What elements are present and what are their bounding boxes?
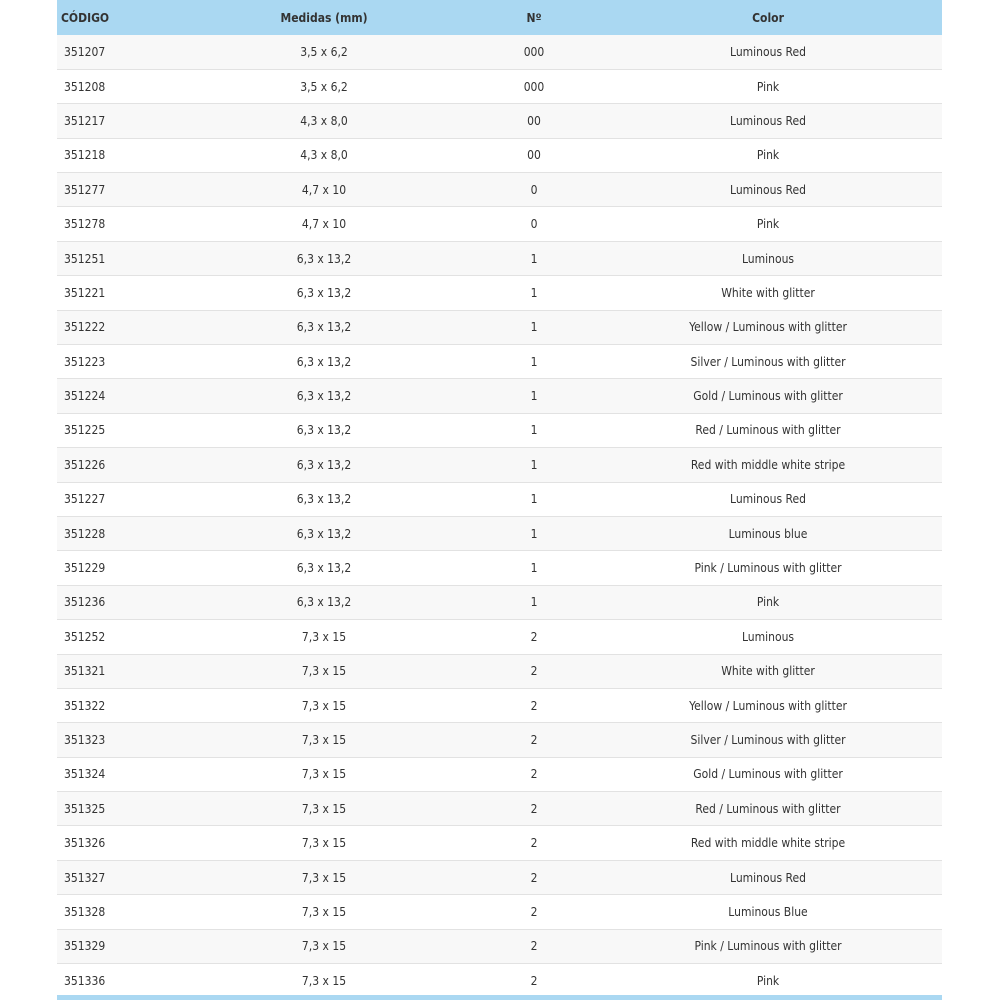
table-header xyxy=(57,0,942,35)
cell-color: Luminous Red xyxy=(730,492,806,507)
cell-medidas: 7,3 x 15 xyxy=(301,664,347,679)
cell-color: Silver / Luminous with glitter xyxy=(690,354,846,369)
cell-medidas: 7,3 x 15 xyxy=(301,698,347,713)
table-row xyxy=(57,173,942,207)
table-row xyxy=(57,654,942,688)
cell-medidas: 7,3 x 15 xyxy=(301,801,347,816)
cell-numero: 1 xyxy=(530,595,538,610)
table-body xyxy=(57,35,942,998)
cell-medidas: 4,7 x 10 xyxy=(301,182,347,197)
cell-codigo: 351227 xyxy=(64,492,106,507)
header-numero: Nº xyxy=(526,10,542,25)
table-row xyxy=(57,516,942,550)
cell-codigo: 351218 xyxy=(64,148,106,163)
table-row xyxy=(57,241,942,275)
cell-numero: 2 xyxy=(530,767,538,782)
table-row xyxy=(57,310,942,344)
cell-numero: 2 xyxy=(530,870,538,885)
header-row xyxy=(57,0,942,35)
cell-medidas: 4,3 x 8,0 xyxy=(300,148,348,163)
cell-codigo: 351224 xyxy=(64,389,106,404)
product-table-container xyxy=(57,0,942,1000)
cell-codigo: 351223 xyxy=(64,354,106,369)
cell-codigo: 351323 xyxy=(64,733,106,747)
cell-codigo: 351328 xyxy=(64,904,106,919)
cell-codigo: 351228 xyxy=(64,526,106,541)
cell-color: Red / Luminous with glitter xyxy=(695,423,841,438)
table-row xyxy=(57,276,942,310)
cell-codigo: 351226 xyxy=(64,457,106,472)
cell-codigo: 351321 xyxy=(64,664,106,679)
cell-color: White with glitter xyxy=(721,664,815,679)
cell-color: Luminous Red xyxy=(730,44,806,59)
table-row xyxy=(57,551,942,585)
cell-numero: 1 xyxy=(530,526,538,541)
cell-codigo: 351327 xyxy=(64,870,106,885)
table-row xyxy=(57,929,942,963)
header-medidas: Medidas (mm) xyxy=(280,10,368,25)
table-row xyxy=(57,69,942,103)
cell-medidas: 4,3 x 8,0 xyxy=(300,113,348,128)
cell-color: Luminous blue xyxy=(728,526,808,541)
table-row xyxy=(57,413,942,447)
cell-color: Red / Luminous with glitter xyxy=(695,801,841,816)
cell-color: Yellow / Luminous with glitter xyxy=(689,320,847,335)
cell-medidas: 7,3 x 15 xyxy=(301,836,347,851)
cell-color: Pink xyxy=(756,973,780,988)
cell-codigo: 351207 xyxy=(64,44,106,59)
table-row xyxy=(57,345,942,379)
cell-codigo: 351278 xyxy=(64,217,106,232)
table-row xyxy=(57,620,942,654)
cell-numero: 1 xyxy=(530,561,538,576)
cell-codigo: 351324 xyxy=(64,767,106,782)
cell-codigo: 351217 xyxy=(64,113,106,128)
cell-numero: 1 xyxy=(530,423,538,438)
cell-medidas: 3,5 x 6,2 xyxy=(300,44,348,59)
cell-color: Gold / Luminous with glitter xyxy=(693,767,843,782)
cell-color: Pink xyxy=(756,79,780,94)
cell-codigo: 351236 xyxy=(64,595,106,610)
cell-medidas: 6,3 x 13,2 xyxy=(296,561,352,576)
cell-numero: 00 xyxy=(527,113,541,128)
cell-medidas: 6,3 x 13,2 xyxy=(296,354,352,369)
cell-medidas: 7,3 x 15 xyxy=(301,870,347,885)
cell-medidas: 4,7 x 10 xyxy=(301,217,347,232)
table-footer-bar xyxy=(57,995,942,1000)
cell-codigo: 351208 xyxy=(64,79,106,94)
cell-color: Luminous Red xyxy=(730,182,806,197)
cell-medidas: 7,3 x 15 xyxy=(301,904,347,919)
table-row xyxy=(57,723,942,757)
cell-color: Luminous Red xyxy=(730,870,806,885)
cell-numero: 2 xyxy=(530,801,538,816)
cell-codigo: 351326 xyxy=(64,836,106,851)
cell-color: Luminous xyxy=(741,629,795,644)
cell-numero: 1 xyxy=(530,389,538,404)
table-row xyxy=(57,688,942,722)
cell-color: Pink xyxy=(756,217,780,232)
cell-medidas: 7,3 x 15 xyxy=(301,939,347,954)
cell-color: Red with middle white stripe xyxy=(690,836,846,851)
cell-numero: 2 xyxy=(530,698,538,713)
cell-medidas: 7,3 x 15 xyxy=(301,629,347,644)
cell-numero: 000 xyxy=(523,79,545,94)
cell-codigo: 351252 xyxy=(64,629,106,644)
cell-color: Gold / Luminous with glitter xyxy=(693,389,843,404)
cell-numero: 2 xyxy=(530,629,538,644)
cell-numero: 1 xyxy=(530,320,538,335)
table-row xyxy=(57,826,942,860)
cell-medidas: 7,3 x 15 xyxy=(301,767,347,782)
cell-medidas: 6,3 x 13,2 xyxy=(296,492,352,507)
cell-codigo: 351221 xyxy=(64,285,106,300)
cell-numero: 1 xyxy=(530,354,538,369)
table-row xyxy=(57,448,942,482)
cell-medidas: 6,3 x 13,2 xyxy=(296,320,352,335)
cell-medidas: 7,3 x 15 xyxy=(301,973,347,988)
cell-numero: 000 xyxy=(523,44,545,59)
cell-color: Pink / Luminous with glitter xyxy=(694,939,842,954)
table-row xyxy=(57,379,942,413)
table-row xyxy=(57,138,942,172)
cell-color: White with glitter xyxy=(721,285,815,300)
header-color: Color xyxy=(752,10,784,25)
table-row xyxy=(57,585,942,619)
cell-color: Yellow / Luminous with glitter xyxy=(689,698,847,713)
cell-codigo: 351222 xyxy=(64,320,106,335)
cell-codigo: 351251 xyxy=(64,251,106,266)
cell-codigo: 351329 xyxy=(64,939,106,954)
cell-numero: 1 xyxy=(530,285,538,300)
cell-numero: 2 xyxy=(530,939,538,954)
cell-numero: 00 xyxy=(527,148,541,163)
cell-numero: 1 xyxy=(530,457,538,472)
table-row xyxy=(57,757,942,791)
cell-color: Pink xyxy=(756,595,780,610)
cell-medidas: 6,3 x 13,2 xyxy=(296,251,352,266)
cell-medidas: 6,3 x 13,2 xyxy=(296,423,352,438)
cell-medidas: 3,5 x 6,2 xyxy=(300,79,348,94)
cell-numero: 1 xyxy=(530,492,538,507)
cell-codigo: 351225 xyxy=(64,423,106,438)
cell-medidas: 6,3 x 13,2 xyxy=(296,285,352,300)
cell-codigo: 351229 xyxy=(64,561,106,576)
cell-numero: 2 xyxy=(530,664,538,679)
cell-medidas: 6,3 x 13,2 xyxy=(296,595,352,610)
cell-color: Silver / Luminous with glitter xyxy=(690,733,846,747)
cell-numero: 2 xyxy=(530,733,538,747)
table-row xyxy=(57,792,942,826)
product-table xyxy=(57,0,942,998)
table-row xyxy=(57,860,942,894)
table-row xyxy=(57,482,942,516)
cell-numero: 0 xyxy=(530,217,538,232)
cell-color: Luminous Red xyxy=(730,113,806,128)
cell-numero: 1 xyxy=(530,251,538,266)
cell-medidas: 6,3 x 13,2 xyxy=(296,389,352,404)
cell-numero: 2 xyxy=(530,973,538,988)
cell-color: Luminous xyxy=(741,251,795,266)
cell-color: Luminous Blue xyxy=(728,904,808,919)
table-row xyxy=(57,207,942,241)
cell-codigo: 351325 xyxy=(64,801,106,816)
cell-color: Pink / Luminous with glitter xyxy=(694,561,842,576)
cell-codigo: 351322 xyxy=(64,698,106,713)
table-row xyxy=(57,964,942,998)
cell-codigo: 351277 xyxy=(64,182,106,197)
cell-numero: 0 xyxy=(530,182,538,197)
table-row xyxy=(57,895,942,929)
cell-numero: 2 xyxy=(530,904,538,919)
cell-medidas: 6,3 x 13,2 xyxy=(296,457,352,472)
cell-medidas: 7,3 x 15 xyxy=(301,733,347,747)
table-row xyxy=(57,35,942,69)
cell-numero: 2 xyxy=(530,836,538,851)
cell-codigo: 351336 xyxy=(64,973,106,988)
table-row xyxy=(57,104,942,138)
cell-color: Pink xyxy=(756,148,780,163)
cell-medidas: 6,3 x 13,2 xyxy=(296,526,352,541)
cell-color: Red with middle white stripe xyxy=(690,457,846,472)
header-codigo: CÓDIGO xyxy=(61,10,110,25)
